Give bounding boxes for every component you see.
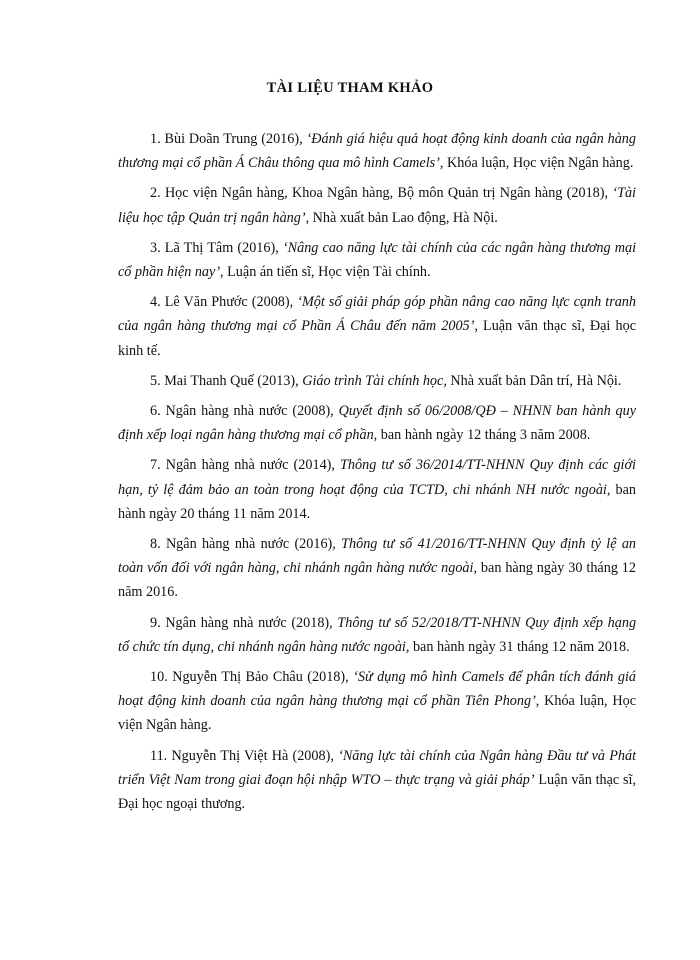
reference-publisher: , Luận văn thạc sĩ, Đại học kinh tế. bbox=[118, 318, 636, 359]
reference-item bbox=[118, 290, 636, 363]
reference-item bbox=[118, 399, 636, 447]
reference-author: Ngân hàng nhà nước (2016), bbox=[165, 536, 336, 553]
reference-author: Nguyễn Thị Việt Hà (2008), bbox=[171, 747, 334, 764]
reference-publisher: , Khóa luận, Học viện Ngân hàng. bbox=[118, 693, 637, 734]
reference-title: ‘Tài liệu học tập Quản trị ngân hàng’ bbox=[118, 185, 636, 226]
page-title: TÀI LIỆU THAM KHẢO bbox=[266, 80, 434, 96]
reference-title: ‘Năng lực tài chính của Ngân hàng Đầu tư và Phát triển Việt Nam trong giai đoạn hội nhập WTO – thực trạng và giải pháp’ bbox=[118, 747, 637, 788]
reference-number: 8. bbox=[150, 536, 161, 553]
reference-author: Học viện Ngân hàng, Khoa Ngân hàng, Bộ môn Quản trị Ngân hàng (2018), bbox=[164, 185, 609, 202]
reference-item bbox=[118, 127, 636, 175]
reference-title: ‘Nâng cao năng lực tài chính của các ngân hàng thương mại cổ phần hiện nay’ bbox=[118, 239, 637, 281]
reference-item bbox=[118, 744, 636, 817]
reference-author: Ngân hàng nhà nước (2018), bbox=[165, 614, 333, 631]
reference-title: Quyết định số 06/2008/QĐ – NHNN ban hành quy định xếp loại ngân hàng thương mại cổ phần, bbox=[118, 403, 637, 444]
reference-author: Nguyễn Thị Bảo Châu (2018), bbox=[172, 669, 349, 686]
reference-item bbox=[118, 181, 636, 229]
reference-number: 4. bbox=[150, 294, 161, 311]
reference-number: 3. bbox=[150, 239, 161, 256]
reference-item bbox=[118, 611, 636, 659]
reference-list bbox=[118, 127, 636, 822]
reference-item bbox=[118, 236, 636, 284]
reference-title: Giáo trình Tài chính học bbox=[302, 372, 444, 389]
reference-publisher: , Nhà xuất bản Lao động, Hà Nội. bbox=[305, 209, 498, 226]
reference-author: Bùi Doãn Trung (2016), bbox=[164, 131, 303, 147]
reference-author: Lê Văn Phước (2008), bbox=[164, 294, 294, 311]
reference-number: 6. bbox=[150, 403, 161, 420]
reference-number: 1. bbox=[150, 131, 161, 147]
reference-title: Thông tư số 52/2018/TT-NHNN Quy định xếp hạng tổ chức tín dụng, chi nhánh ngân hàng nước ngoài, bbox=[118, 614, 637, 655]
reference-author: Mai Thanh Quế (2013), bbox=[164, 372, 299, 389]
reference-number: 2. bbox=[150, 185, 161, 202]
reference-item bbox=[118, 369, 636, 393]
reference-author: Lã Thị Tâm (2016), bbox=[164, 239, 279, 256]
reference-publisher: , Khóa luận, Học viện Ngân hàng. bbox=[439, 155, 634, 172]
reference-item bbox=[118, 665, 636, 738]
reference-number: 9. bbox=[150, 614, 161, 631]
reference-number: 5. bbox=[150, 372, 161, 389]
reference-number: 7. bbox=[150, 457, 161, 474]
reference-author: Ngân hàng nhà nước (2014), bbox=[165, 457, 335, 474]
reference-publisher: , Nhà xuất bản Dân trí, Hà Nội. bbox=[443, 372, 622, 389]
reference-title: Thông tư số 36/2014/TT-NHNN Quy định các giới hạn, tỷ lệ đảm bảo an toàn trong hoạt động của TCTD, chi nhánh NH nước ngoài, bbox=[118, 457, 636, 498]
reference-number: 10. bbox=[150, 669, 168, 686]
reference-author: Ngân hàng nhà nước (2008), bbox=[165, 403, 334, 420]
reference-publisher: , Luận án tiến sĩ, Học viện Tài chính. bbox=[220, 264, 431, 281]
reference-item bbox=[118, 453, 636, 526]
reference-number: 11. bbox=[150, 747, 168, 764]
reference-publisher: ban hàng ngày 30 tháng 12 năm 2016. bbox=[118, 560, 636, 601]
reference-publisher: ban hành ngày 20 tháng 11 năm 2014. bbox=[118, 481, 636, 522]
reference-title: ‘Đánh giá hiệu quả hoạt động kinh doanh của ngân hàng thương mại cổ phần Á Châu thông qua mô hình Camels’ bbox=[118, 131, 636, 172]
reference-title: Thông tư số 41/2016/TT-NHNN Quy định tỷ lệ an toàn vốn đối với ngân hàng, chi nhánh ngân hàng nước ngoài, bbox=[118, 536, 637, 577]
reference-publisher: Luận văn thạc sĩ, Đại học ngoại thương. bbox=[118, 771, 636, 813]
reference-title: ‘Sử dụng mô hình Camels để phân tích đánh giá hoạt động kinh doanh của ngân hàng thương mại cổ phần Tiên Phong’ bbox=[118, 669, 637, 710]
reference-title: ‘Một số giải pháp góp phần nâng cao năng lực cạnh tranh của ngân hàng thương mại cổ Phần Á Châu đến năm 2005’ bbox=[118, 294, 636, 335]
reference-publisher: ban hành ngày 31 tháng 12 năm 2018. bbox=[409, 638, 630, 655]
reference-publisher: ban hành ngày 12 tháng 3 năm 2008. bbox=[377, 427, 591, 444]
reference-item bbox=[118, 532, 636, 605]
